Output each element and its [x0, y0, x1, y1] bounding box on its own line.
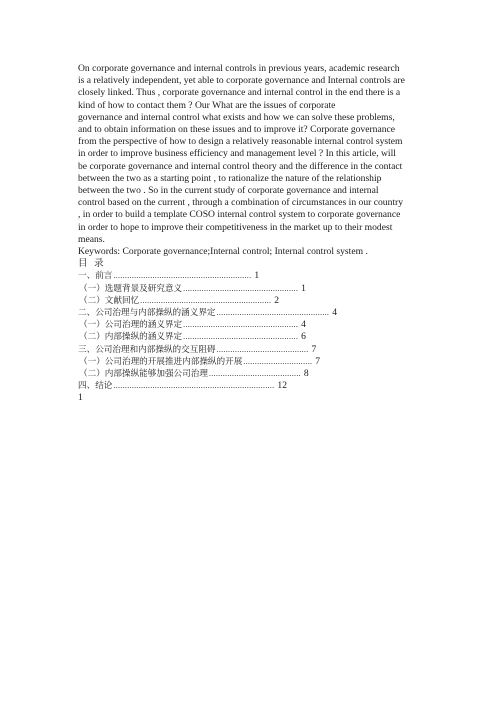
- abstract-line: control based on the current , through a combination of circumstances in our country: [78, 197, 404, 209]
- toc-entry-label: （一）选题背景及研究意义: [79, 283, 183, 294]
- page-number: 1: [78, 392, 83, 404]
- toc-dot-leader: .........................................................: [140, 295, 272, 305]
- toc-page-number: 1: [301, 282, 306, 294]
- toc-entry-label: （二）内部操纵能够加强公司治理: [79, 368, 208, 379]
- abstract-line: from the perspective of how to design a relatively reasonable internal control system: [78, 136, 403, 148]
- page-content: [78, 63, 423, 405]
- table-of-contents: [78, 270, 423, 392]
- toc-page-number: 4: [332, 307, 338, 319]
- toc-entry[interactable]: [78, 356, 423, 368]
- abstract-line: between the two . So in the current study of corporate governance and internal: [78, 185, 379, 197]
- toc-page-number: 6: [301, 331, 306, 343]
- toc-dot-leader: .................................................: [216, 308, 330, 318]
- toc-entry[interactable]: [78, 331, 423, 343]
- toc-dot-leader: ........................................: [208, 368, 301, 378]
- toc-page-number: 7: [315, 355, 321, 367]
- toc-entry[interactable]: [78, 283, 423, 295]
- toc-entry-label: 三、公司治理和内部操纵的交互阻碍: [78, 344, 216, 355]
- toc-entry-label: 四、结论: [78, 381, 113, 392]
- abstract-line: governance and internal control what exists and how we can solve these problems,: [78, 111, 395, 123]
- abstract-line: in order to improve business efficiency and management level ? In this article, will: [78, 148, 396, 160]
- abstract-line: in order to hope to improve their competitiveness in the market up to their modest: [78, 221, 393, 233]
- toc-dot-leader: ......................................................................: [113, 381, 275, 391]
- keywords-line: Keywords: Corporate governance;Internal control; Internal control system .: [78, 246, 368, 258]
- toc-entry[interactable]: [78, 319, 423, 331]
- abstract-line: kind of how to contact them ? Our What are the issues of corporate: [78, 99, 336, 111]
- abstract-line: means.: [78, 233, 105, 245]
- toc-dot-leader: ............................................................: [113, 271, 252, 281]
- abstract-line: , in order to build a template COSO internal control system to corporate governance: [78, 209, 401, 221]
- abstract-line: closely linked. Thus , corporate governance and internal control in the end there is a: [78, 87, 401, 99]
- abstract-line: is a relatively independent, yet able to corporate governance and Internal controls are: [78, 75, 405, 87]
- toc-entry-label: （一）公司治理的开展推进内部操纵的开展: [79, 356, 243, 367]
- toc-entry-label: （一）公司治理的涵义界定: [79, 320, 183, 331]
- toc-page-number: 1: [254, 270, 260, 282]
- toc-dot-leader: ..................................................: [183, 332, 299, 342]
- toc-entry[interactable]: [78, 344, 423, 356]
- toc-page-number: 7: [311, 343, 317, 355]
- abstract-line: between the two as a starting point , to rationalize the nature of the relationship: [78, 172, 382, 184]
- toc-entry[interactable]: [78, 368, 423, 380]
- toc-dot-leader: ..................................................: [183, 320, 299, 330]
- toc-page-number: 4: [301, 319, 306, 331]
- toc-entry[interactable]: [78, 295, 423, 307]
- toc-page-number: 8: [303, 367, 309, 379]
- toc-entry-label: 二、公司治理与内部操纵的涵义界定: [78, 308, 216, 319]
- abstract-line: and to obtain information on these issues and to improve it? Corporate governance: [78, 124, 396, 136]
- toc-dot-leader: ..............................: [243, 356, 313, 366]
- toc-entry-label: （二）文献回忆: [79, 295, 140, 306]
- toc-page-number: 2: [274, 294, 280, 306]
- toc-entry-label: 一、前言: [78, 271, 113, 282]
- toc-title: 目 录: [78, 258, 106, 270]
- abstract-line: On corporate governance and internal controls in previous years, academic research: [78, 63, 400, 74]
- toc-entry[interactable]: [78, 380, 423, 392]
- toc-entry[interactable]: [78, 270, 423, 282]
- toc-dot-leader: ........................................: [216, 344, 309, 354]
- toc-dot-leader: ..................................................: [183, 283, 299, 293]
- toc-entry[interactable]: [78, 307, 423, 319]
- english-abstract: [78, 63, 423, 246]
- toc-entry-label: （二）内部操纵的涵义界定: [79, 332, 183, 343]
- abstract-line: be corporate governance and internal control theory and the difference in the contact: [78, 160, 403, 172]
- toc-page-number: 12: [277, 380, 287, 392]
